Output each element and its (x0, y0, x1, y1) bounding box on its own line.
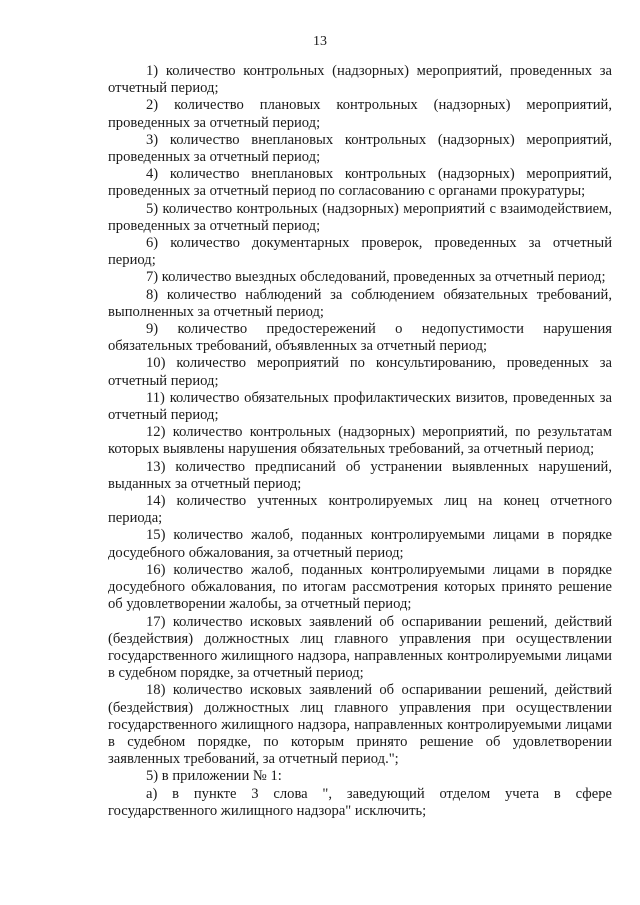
paragraph-item-13: 13) количество предписаний об устранении выявленных нарушений, выданных за отчетный период; (108, 458, 612, 492)
paragraph-item-12: 12) количество контрольных (надзорных) мероприятий, по результатам которых выявлены нарушения обязательных требований, за отчетный период; (108, 424, 612, 458)
paragraph-item-4: 4) количество внеплановых контрольных (надзорных) мероприятий, проведенных за отчетный период по согласованию с органами прокуратуры; (108, 166, 612, 200)
paragraph-item-11: 11) количество обязательных профилактических визитов, проведенных за отчетный период; (108, 389, 612, 424)
paragraph-annex-heading: 5) в приложении № 1: (146, 768, 282, 785)
paragraph-item-16: 16) количество жалоб, поданных контролируемыми лицами в порядке досудебного обжалования, по итогам рассмотрения которых принято решение об удовлетворении жалобы, за отчетный период; (108, 561, 612, 613)
paragraph-item-17: 17) количество исковых заявлений об оспаривании решений, действий (бездействия) должностных лиц главного управления при осуществлении государственного жилищного надзора, направленных контролируемыми лицами в судебном порядке, за отчетный период; (108, 613, 612, 682)
paragraph-item-6: 6) количество документарных проверок, проведенных за отчетный период; (108, 235, 612, 269)
paragraph-item-14: 14) количество учтенных контролируемых лиц на конец отчетного периода; (108, 493, 612, 527)
paragraph-item-7: 7) количество выездных обследований, проведенных за отчетный период; (146, 269, 606, 286)
paragraph-item-3: 3) количество внеплановых контрольных (надзорных) мероприятий, проведенных за отчетный период; (108, 131, 612, 166)
document-body (108, 63, 612, 820)
paragraph-item-15: 15) количество жалоб, поданных контролируемыми лицами в порядке досудебного обжалования, за отчетный период; (108, 527, 612, 561)
paragraph-item-8: 8) количество наблюдений за соблюдением обязательных требований, выполненных за отчетный период; (108, 286, 612, 320)
paragraph-item-1: 1) количество контрольных (надзорных) мероприятий, проведенных за отчетный период; (108, 63, 612, 97)
paragraph-item-10: 10) количество мероприятий по консультированию, проведенных за отчетный период; (108, 355, 612, 389)
paragraph-item-18: 18) количество исковых заявлений об оспаривании решений, действий (бездействия) должностных лиц главного управления при осуществлении государственного жилищного надзора, направленных контролируемыми лицами в судебном порядке, по которым принято решение об удовлетворении заявленных требований, за отчетный период."; (108, 682, 612, 768)
paragraph-item-2: 2) количество плановых контрольных (надзорных) мероприятий, проведенных за отчетный период; (108, 97, 612, 131)
paragraph-item-5: 5) количество контрольных (надзорных) мероприятий с взаимодействием, проведенных за отчетный период; (108, 200, 612, 234)
page-number: 13 (313, 34, 327, 49)
paragraph-item-9: 9) количество предостережений о недопустимости нарушения обязательных требований, объявленных за отчетный период; (108, 321, 612, 355)
paragraph-annex-item-a: а) в пункте 3 слова ", заведующий отделом учета в сфере государственного жилищного надзора" исключить; (108, 785, 612, 819)
